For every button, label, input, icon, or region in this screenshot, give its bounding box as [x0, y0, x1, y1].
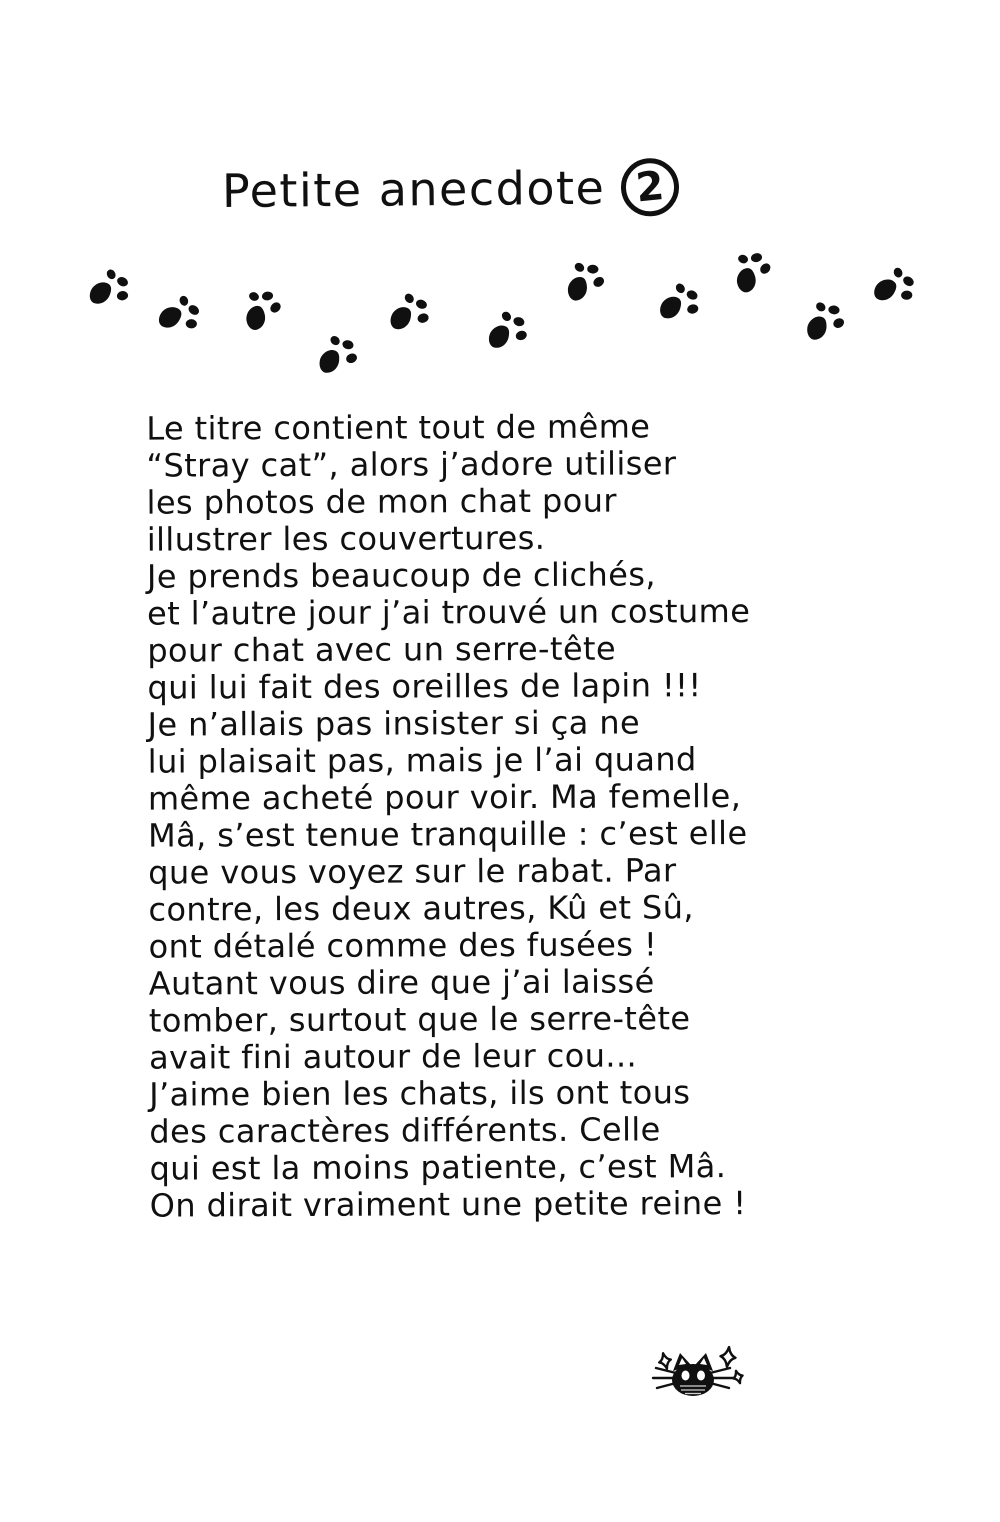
cat-paw-print-icon — [381, 284, 440, 344]
cat-paw-print-icon — [149, 285, 211, 347]
cat-paw-print-icon — [80, 259, 141, 321]
cat-paw-print-icon — [241, 287, 283, 333]
cat-paw-print-icon — [560, 256, 609, 309]
cat-paw-print-icon — [479, 302, 537, 361]
cat-head — [672, 1364, 714, 1396]
cat-paw-print-icon — [310, 327, 365, 385]
body-text: Le titre contient tout de même “Stray cat”, alors j’adore utiliser les photos de mon chat pour illustrer les couvertures. Je prends beaucoup de clichés, et l’autre jour j’ai trouvé un costume pour chat avec un serre-tête qui lui fait des oreilles de lapin !!! Je n’allais pas insister si ça ne lui plaisait pas, mais je l’ai quand même acheté pour voir. Ma femelle, Mâ, s’est tenue tranquille : c’est elle que vous voyez sur le rabat. Par contre, les deux autres, Kû et Sû, ont détalé comme des fusées ! Autant vous dire que j’ai laissé tomber, surtout que le serre-tête avait fini autour de leur cou... J’aime bien les chats, ils ont tous des caractères différents. Celle qui est la moins patiente, c’est Mâ. On dirait vraiment une petite reine ! — [146, 407, 751, 1225]
page-title: Petite anecdote — [221, 160, 606, 218]
page-title-row — [222, 158, 680, 220]
cat-paw-print-icon — [650, 273, 710, 334]
anecdote-number-badge: 2 — [619, 156, 682, 219]
cat-paw-print-icon — [729, 248, 774, 297]
cat-paw-print-icon — [799, 294, 851, 349]
cat-paw-print-icon — [864, 257, 926, 319]
black-cat-face-doodle — [638, 1336, 750, 1408]
